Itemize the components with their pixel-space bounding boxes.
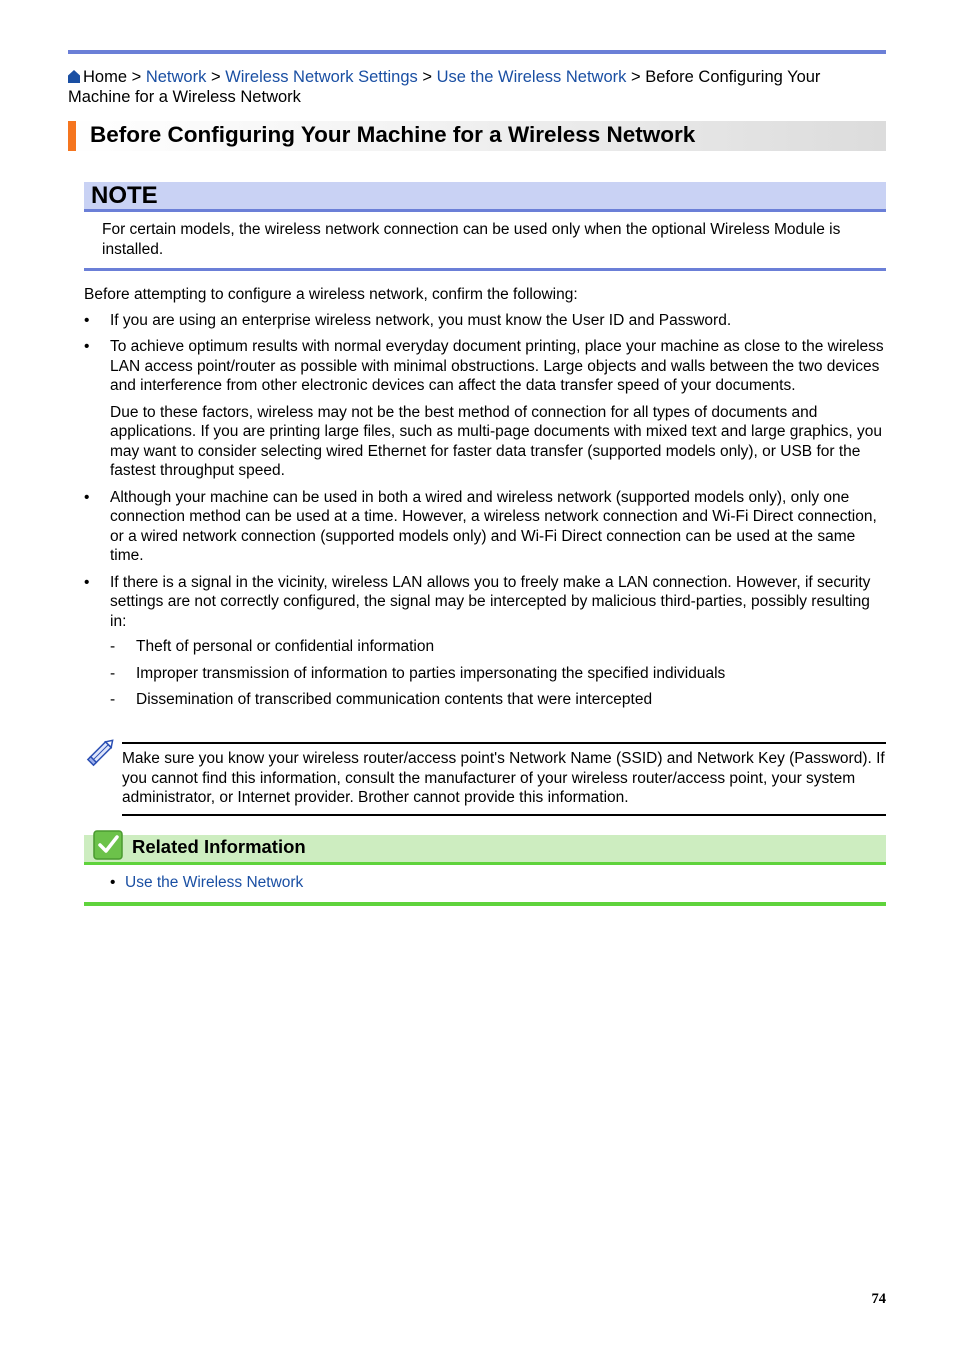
list-item: • To achieve optimum results with normal everyday document printing, place your machine as close to the wireless LAN access point/router as possible with minimal obstructions. Large objects and walls between the two devices and interference from other electronic devices can affect the data transfer speed of your documents. Due to these factors, wireless may not be the best method of connection for all types of documents and applications. If you are printing large files, such as multi-page documents with mixed text and large graphics, you may want to consider selecting wired Ethernet for faster data transfer (supported models only), or USB for the fastest throughput speed. [84,337,886,481]
checkmark-icon [93,830,123,860]
home-icon[interactable] [68,70,80,83]
breadcrumb-separator: > [422,68,432,86]
list-item: • If you are using an enterprise wireless network, you must know the User ID and Password. [84,311,886,331]
related-links [110,873,870,893]
breadcrumb-separator: > [630,68,641,86]
related-information-header [84,835,886,865]
note-heading: NOTE [91,182,158,209]
breadcrumb-link-network[interactable]: Network [145,68,207,86]
list-item: • If there is a signal in the vicinity, wireless LAN allows you to freely make a LAN connection. However, if security settings are not correctly configured, the signal may be intercepted by malicious third-parties, possibly resulting in: - Theft of personal or confidential information - Improper transmission of information to parties impersonating the specified individuals - Dissemination of transcribed communication contents that were intercepted [84,573,886,710]
related-link-use-the-wireless-network[interactable]: Use the Wireless Network [125,874,304,891]
page-number: 74 [871,1291,886,1307]
related-bottom-rule [84,902,886,906]
sub-list-item: - Theft of personal or confidential information [110,637,886,657]
breadcrumb-link-wireless-network-settings[interactable]: Wireless Network Settings [225,68,418,86]
page-title: Before Configuring Your Machine for a Wireless Network [90,122,696,147]
title-accent-bar [68,121,76,151]
list-item [110,873,870,893]
list-item: • Although your machine can be used in both a wired and wireless network (supported models only), only one connection method can be used at a time. However, a wireless network connection and Wi-Fi Direct connection, or a wired network connection (supported models only) and Wi-Fi Direct connection can be used at the same time. [84,488,886,566]
breadcrumb [68,67,886,107]
breadcrumb-separator: > [210,68,221,86]
breadcrumb-separator: > [131,68,142,86]
breadcrumb-current: Before Configuring Your [645,68,821,86]
intro-paragraph: Before attempting to configure a wireless network, confirm the following: [84,286,578,303]
breadcrumb-link-use-the-wireless-network[interactable]: Use the Wireless Network [436,68,627,86]
note-bottom-rule [84,268,886,271]
breadcrumb-current-cont: Machine for a Wireless Network [68,88,301,106]
related-heading: Related Information [132,836,306,857]
main-content [84,285,886,710]
top-rule [68,50,886,54]
requirements-list [84,311,886,710]
pencil-icon [86,735,118,767]
note-header [84,182,886,212]
breadcrumb-home[interactable]: Home [83,68,128,86]
title-bar [68,121,886,151]
note-text: For certain models, the wireless network connection can be used only when the optional Wireless Module is installed. [102,221,841,258]
risk-sublist [110,637,886,710]
sub-list-item: - Improper transmission of information to parties impersonating the specified individuals [110,664,886,684]
list-item-continuation: Due to these factors, wireless may not be the best method of connection for all types of documents and applications. If you are printing large files, such as multi-page documents with mixed text and large graphics, you may want to consider selecting wired Ethernet for faster data transfer (supported models only), or USB for the fastest throughput speed. [110,403,882,479]
tip-text: Make sure you know your wireless router/access point's Network Name (SSID) and Network Key (Password). If you cannot find this information, consult the manufacturer of your wireless router/access point, your system administrator, or Internet provider. Brother cannot provide this information. [122,742,886,816]
sub-list-item: - Dissemination of transcribed communication contents that were intercepted [110,690,886,710]
